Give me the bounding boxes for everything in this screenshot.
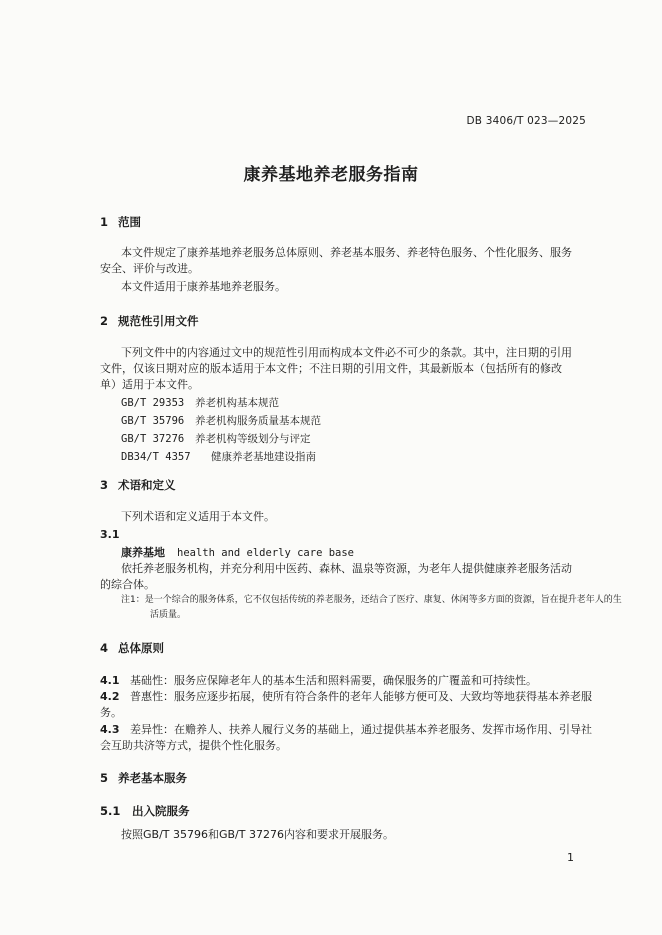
reference-code: DB34/T 4357 (121, 451, 191, 463)
section-2-paragraph-1: 下列文件中的内容通过文中的规范性引用而构成本文件必不可少的条款。其中，注日期的引用文件，仅该日期对应的版本适用于本文件；不注日期的引用文件，其最新版本（包括所有的修改单）适用于本文件。 (100, 346, 572, 391)
section-5-heading (100, 770, 187, 786)
reference-title: 养老机构等级划分与评定 (195, 433, 311, 445)
principle-text: 普惠性：服务应逐步拓展，使所有符合条件的老年人能够方便可及、大致均等地获得基本养老服务。 (100, 690, 592, 719)
reference-item (121, 413, 321, 428)
principle-text: 基础性：服务应保障老年人的基本生活和照料需要，确保服务的广覆盖和可持续性。 (130, 674, 537, 687)
principle-number: 4.2 (100, 690, 120, 703)
reference-code: GB/T 37276 (121, 433, 185, 445)
section-2-heading (100, 313, 199, 329)
principle-text: 差异性：在赡养人、扶养人履行义务的基础上，通过提供基本养老服务、发挥市场作用、引导社会互助共济等方式，提供个性化服务。 (100, 723, 592, 752)
section-5-1-title: 出入院服务 (132, 804, 190, 818)
section-5-1-paragraph: 按照GB/T 35796和GB/T 37276内容和要求开展服务。 (121, 828, 394, 841)
term-entry (121, 545, 354, 561)
reference-item (121, 431, 311, 446)
principle-number: 4.1 (100, 674, 120, 687)
reference-title: 养老机构基本规范 (195, 397, 279, 409)
reference-code: GB/T 29353 (121, 397, 185, 409)
reference-item (121, 449, 316, 464)
principle-item (100, 673, 595, 689)
reference-item (121, 395, 279, 410)
reference-title: 健康养老基地建设指南 (211, 451, 316, 463)
section-4-number: 4 (100, 641, 109, 655)
section-1-title: 范围 (118, 215, 141, 229)
principle-item (100, 689, 595, 721)
term-english: health and elderly care base (177, 547, 355, 559)
document-id: DB 3406/T 023—2025 (466, 115, 586, 127)
section-5-title: 养老基本服务 (118, 771, 187, 785)
section-1-number: 1 (100, 215, 109, 229)
section-5-1-number: 5.1 (100, 804, 121, 818)
section-3-number: 3 (100, 478, 109, 492)
section-5-number: 5 (100, 771, 109, 785)
section-2-number: 2 (100, 314, 109, 328)
section-1-paragraph-1: 本文件规定了康养基地养老服务总体原则、养老基本服务、养老特色服务、个性化服务、服务安全、评价与改进。 (100, 246, 572, 275)
section-3-paragraph-1: 下列术语和定义适用于本文件。 (121, 510, 275, 523)
reference-code: GB/T 35796 (121, 415, 185, 427)
note-text: 是一个综合的服务体系，它不仅包括传统的养老服务，还结合了医疗、康复、休闲等多方面的资源，旨在提升老年人的生活质量。 (144, 595, 622, 620)
note-label: 注1： (121, 595, 145, 605)
principle-item (100, 722, 595, 754)
term-definition: 依托养老服务机构，并充分利用中医药、森林、温泉等资源，为老年人提供健康养老服务活动的综合体。 (100, 562, 572, 591)
section-4-title: 总体原则 (118, 641, 164, 655)
section-2-title: 规范性引用文件 (118, 314, 199, 328)
section-1-heading (100, 214, 141, 230)
term-number: 3.1 (100, 528, 120, 541)
page-number: 1 (567, 851, 574, 864)
section-1-paragraph-2: 本文件适用于康养基地养老服务。 (121, 280, 286, 293)
section-4-heading (100, 640, 164, 656)
section-3-heading (100, 477, 176, 493)
section-5-1-heading (100, 803, 190, 819)
principle-number: 4.3 (100, 723, 120, 736)
reference-title: 养老机构服务质量基本规范 (195, 415, 321, 427)
term-note (121, 593, 630, 623)
page-title: 康养基地养老服务指南 (243, 165, 419, 185)
term-chinese: 康养基地 (121, 546, 165, 559)
section-3-title: 术语和定义 (118, 478, 176, 492)
